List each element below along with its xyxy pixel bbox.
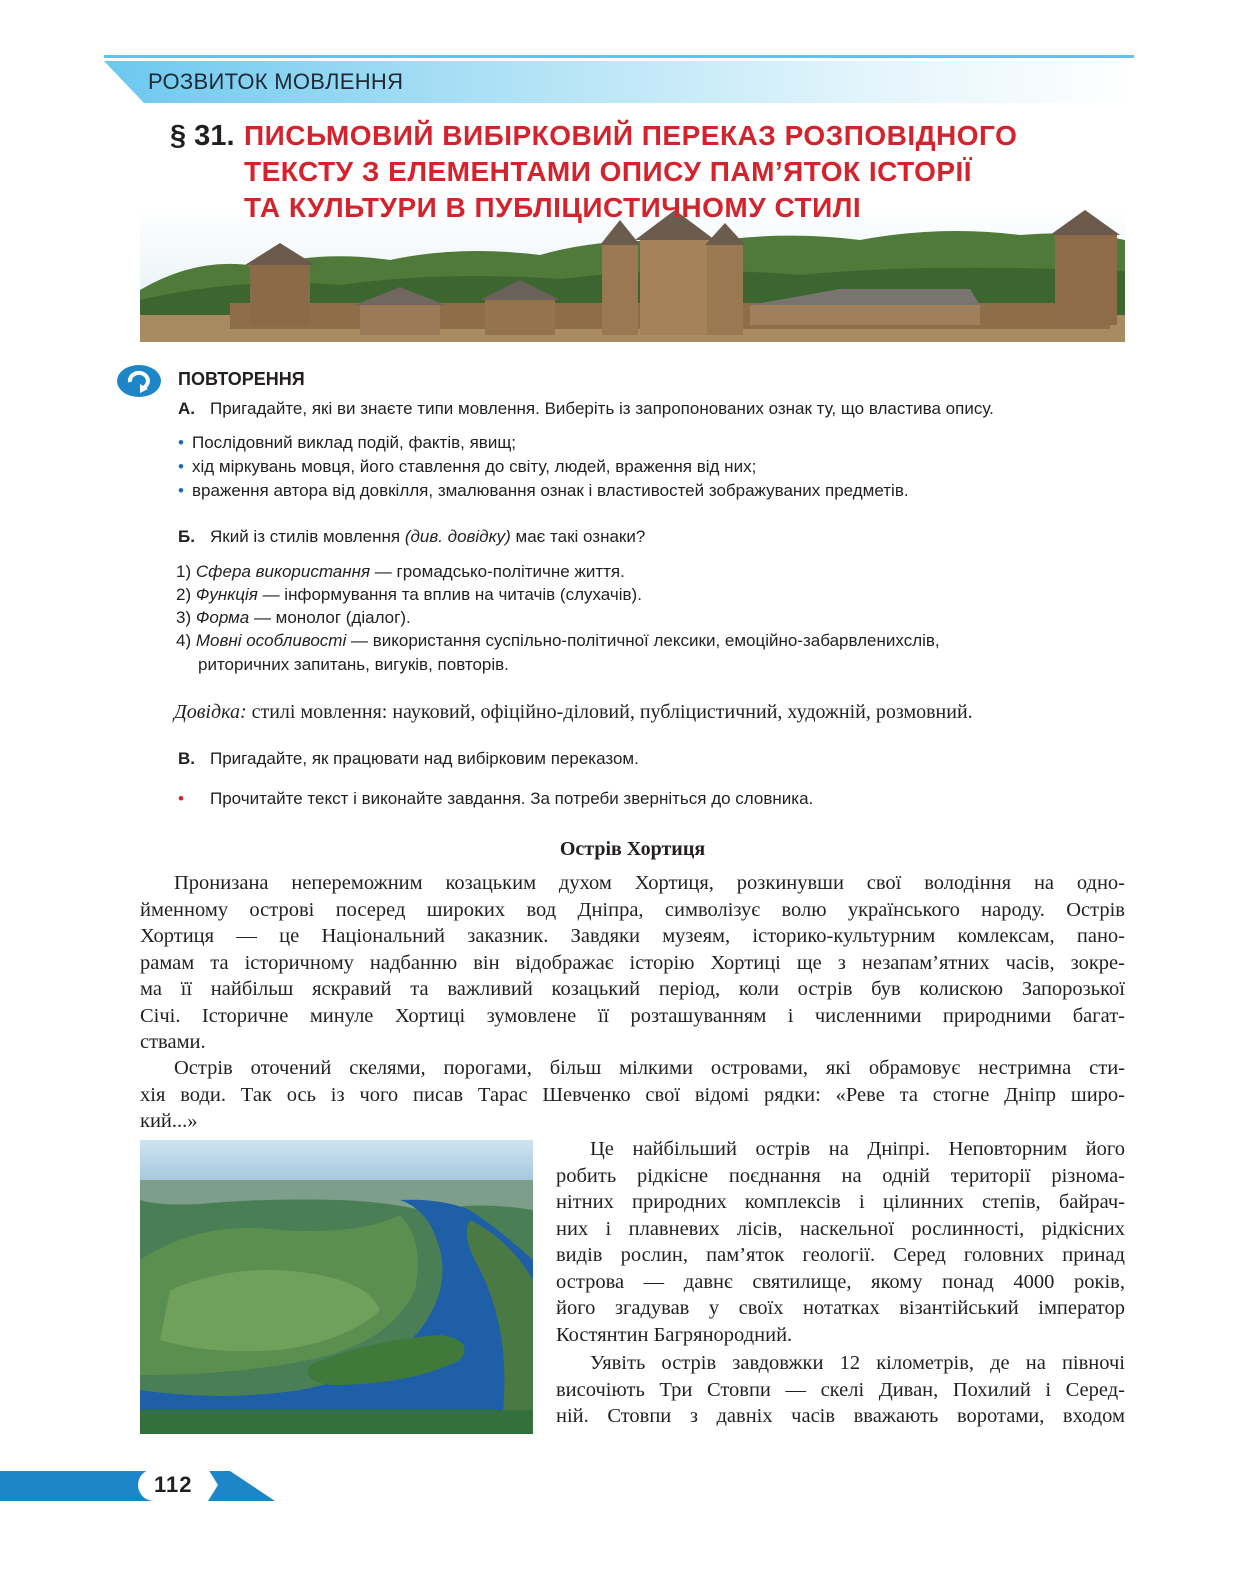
banner-fortress-photo [140, 205, 1125, 342]
header-rule [104, 55, 1134, 58]
list-item: • враження автора від довкілля, змалювання ознак і властивостей зображуваних предметів. [178, 481, 909, 500]
reference-note [174, 701, 973, 724]
list-item: • Послідовний виклад подій, фактів, явищ; [178, 433, 517, 452]
list-item: • хід міркувань мовця, його ставлення до світу, людей, враження від них; [178, 457, 757, 476]
question-v-label: В. [178, 749, 195, 768]
khortytsia-aerial-photo [140, 1140, 533, 1434]
question-a [178, 399, 994, 419]
page-number: 112 [154, 1472, 193, 1497]
question-v: В. Пригадайте, як працювати над вибірковим переказом. [178, 749, 639, 768]
paragraph-4: Уявіть острів завдовжки 12 кілометрів, де на півночі височіють Три Стовпи — скелі Диван, Похилий і Серед- ній. Стовпи з давніх часів вважають воротами, входом [556, 1352, 1125, 1427]
lesson-title-line-2: ТЕКСТУ З ЕЛЕМЕНТАМИ ОПИСУ ПАМ’ЯТОК ІСТОРІЇ [244, 156, 973, 187]
text-title: Острів Хортиця [559, 838, 706, 860]
task-instruction: • Прочитайте текст і виконайте завдання. За потреби зверніться до словника. [178, 789, 814, 808]
numbered-item: 4) Мовні особливості — використання суспільно-політичної лексики, емоційно-забарвленихслів, [176, 631, 940, 650]
lesson-title-line-1: ПИСЬМОВИЙ ВИБІРКОВИЙ ПЕРЕКАЗ РОЗПОВІДНОГО [244, 120, 1018, 151]
numbered-item: 1) Сфера використання — громадсько-політичне життя. [176, 562, 625, 581]
question-a-text: Пригадайте, які ви знаєте типи мовлення. Виберіть із запропонованих ознак ту, що властива опису. [210, 399, 994, 418]
numbered-item-continuation: риторичних запитань, вигуків, повторів. [198, 655, 509, 674]
reference-text: стилі мовлення: науковий, офіційно-діловий, публіцистичний, художній, розмовний. [251, 701, 973, 723]
footer-band [0, 1471, 275, 1501]
numbered-item: 3) Форма — монолог (діалог). [176, 608, 411, 627]
paragraph-3: Це найбільший острів на Дніпрі. Неповторним його робить рідкісне поєднання на одній території різнома- нітних природних комплексів і цілинних степів, байрач- них і плавневих лісів, наскельної рослинності, рідкісних видів рослин, пам’яток геології. Серед головних принад острова — давнє святилище, якому понад 4000 років, його згадував у своїх нотатках візантійський імператор Костянтин Багрянородний. [556, 1138, 1125, 1346]
repeat-icon [116, 364, 162, 398]
lesson-title-line-3: ТА КУЛЬТУРИ В ПУБЛІЦИСТИЧНОМУ СТИЛІ [244, 192, 862, 223]
reference-label: Довідка: [174, 701, 247, 723]
question-a-label: А. [178, 399, 195, 418]
paragraph-number: § 31. [170, 120, 235, 152]
section-label: РОЗВИТОК МОВЛЕННЯ [148, 69, 404, 94]
question-b-label: Б. [178, 527, 195, 546]
numbered-item: 2) Функція — інформування та вплив на читачів (слухачів). [176, 585, 642, 604]
paragraph-2: Острів оточений скелями, порогами, більш мілкими островами, які обрамовує нестримна сти- хія води. Так ось із чого писав Тарас Шевченко свої відомі рядки: «Реве та стогне Дніпр широ- кий...» [140, 1057, 1125, 1132]
paragraph-1: Пронизана непереможним козацьким духом Хортиця, розкинувши свої володіння на одно- йменному острові посеред широких вод Дніпра, символізує волю українського народу. Острів Хортиця — це Національний заказник. Завдяки музеям, історико-культурним комлексам, пано- рамам та історичному надбанню він відображає історію Хортиці ще з незапам’ятних часів, зокре- ма її найбільш яскравий та важливий козацький період, коли острів був колискою Запорозької Січі. Історичне минуле Хортиці зумовлене її розташуванням і численними природними багат- ствами. [140, 872, 1125, 1053]
question-b: Б. Який із стилів мовлення (див. довідку) має такі ознаки? [178, 527, 646, 546]
repetition-heading: ПОВТОРЕННЯ [178, 369, 305, 389]
